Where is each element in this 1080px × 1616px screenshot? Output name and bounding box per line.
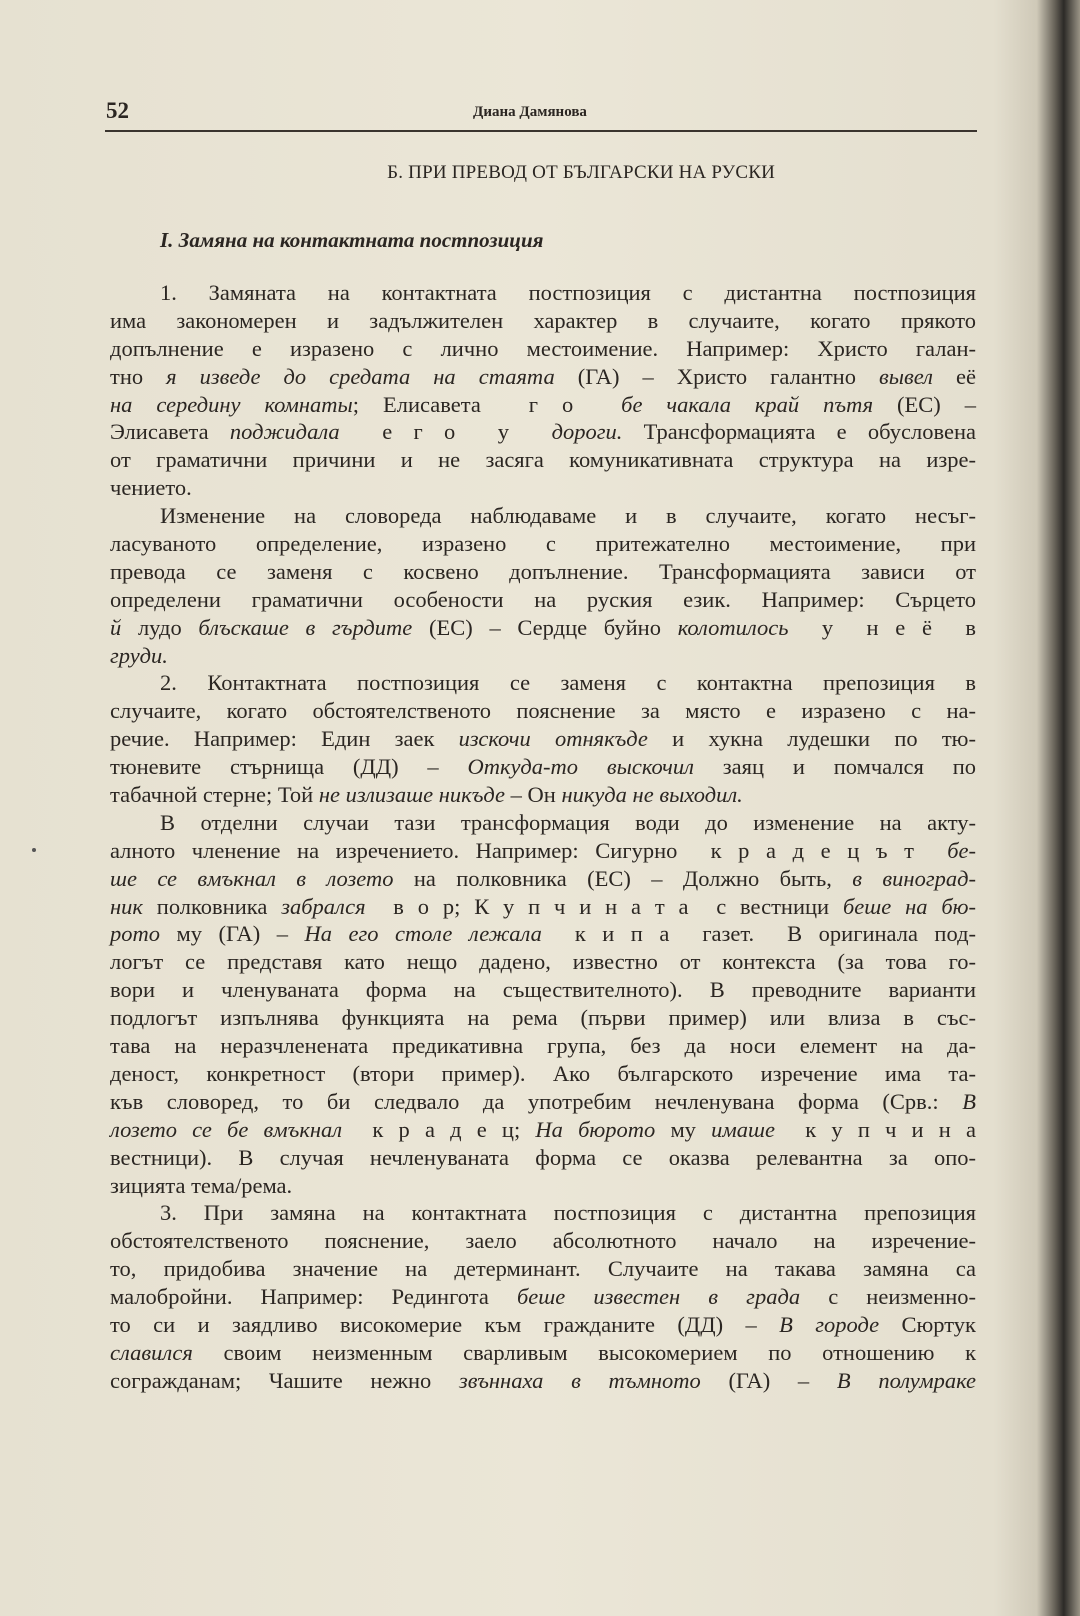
italic-example-text: Откуда-то выскочил [467,754,694,780]
text-line [110,1088,976,1116]
text-line [110,502,976,530]
text-segment: допълнение е изразено с лично местоимение. Например: Христо галан- [110,335,976,361]
text-line [110,279,976,307]
text-line [110,1060,976,1088]
text-line [110,1339,976,1367]
running-header-author: Диана Дамянова [473,104,587,120]
italic-example-text: беше на бю- [842,893,977,919]
subsection-title: I. Замяна на контактната постпозиция [160,228,544,252]
text-segment: чението. [110,475,192,501]
text-line [110,391,976,419]
text-segment: му [655,1116,712,1142]
italic-example-text: славился [110,1339,193,1365]
text-segment: вори и членуваната форма на съществителното). В преводните варианти [110,977,976,1003]
text-line [110,1172,976,1200]
italic-example-text: изскочи отнякъде [458,726,648,752]
text-segment: своим неизменным сварливым высокомерием по отношению к [192,1339,976,1365]
text-segment: к у п ч и н а [774,1116,976,1142]
text-segment: Элисавета [110,419,230,445]
scan-speck [32,848,36,852]
italic-example-text: забрался [281,893,366,919]
text-line [110,642,976,670]
text-line [110,1367,976,1395]
text-line [110,1032,976,1060]
text-segment: (ГА) – Христо галантно [554,363,879,389]
italic-example-text: блъскаше в гърдите [198,614,413,640]
text-segment: речие. Например: Един заек [110,726,459,752]
text-segment: лудо [121,614,199,640]
italic-example-text: колотилось [677,614,789,640]
text-line [110,307,976,335]
text-segment: её [932,363,976,389]
text-segment: превода се заменя с косвено допълнение. Трансформацията зависи от [110,558,976,584]
italic-example-text: На бюрото [535,1116,656,1142]
italic-example-text: ше се вмъкнал в лозето [110,865,394,891]
header-rule [105,130,977,132]
text-segment: тава на неразчленената предикативна група, без да носи елемент на да- [110,1033,976,1059]
text-segment: с неизменно- [800,1284,976,1310]
italic-example-text: в виноград- [852,865,976,891]
text-segment: Трансформацията е обусловена [622,419,976,445]
italic-example-text: поджидала [229,419,340,445]
text-segment: деност, конкретност (втори пример). Ако българското изречение има та- [110,1060,976,1086]
text-line [110,948,976,976]
text-line [110,920,976,948]
text-line [110,781,976,809]
italic-example-text: ник [110,893,143,919]
text-line [110,1116,976,1144]
text-segment: е г о у [339,419,552,445]
italic-example-text: рото [110,921,160,947]
text-segment: то, придобива значение на детерминант. Случаите на такава замяна са [110,1256,976,1282]
text-line [110,1004,976,1032]
italic-example-text: не излизаше никъде [318,782,506,808]
text-segment: 1. Замяната на контактната постпозиция с дистантна постпозиция [160,280,976,305]
text-segment: заяц и помчался по [693,754,976,780]
italic-example-text: беше известен в града [516,1284,801,1310]
text-line [110,837,976,865]
text-line [110,363,976,391]
text-segment: Сюртук [879,1311,976,1337]
text-segment: (ГА) – [700,1367,837,1393]
italic-example-text: В [962,1088,976,1114]
text-segment: от граматични причини и не засяга комуникативната структура на изре- [110,447,976,473]
text-line [110,1283,976,1311]
text-segment: обстоятелственото пояснение, заело абсолютното начало на изречение- [110,1228,976,1254]
page-number: 52 [106,98,129,123]
text-segment: к р а д е ц; [342,1116,536,1142]
text-line [110,586,976,614]
text-line [110,1227,976,1255]
text-line [110,1255,976,1283]
text-segment: подлогът изпълнява функцията на рема (първи пример) или влиза в със- [110,1005,976,1031]
text-line [110,893,976,921]
text-segment: ; Елисавета г о [352,391,622,417]
italic-example-text: никуда не выходил. [561,782,743,808]
italic-example-text: дороги. [551,419,623,445]
text-segment: му (ГА) – [160,921,305,947]
text-line [110,725,976,753]
italic-example-text: лозето се бе вмъкнал [110,1116,343,1142]
text-line [110,669,976,697]
text-line [110,976,976,1004]
text-segment: Изменение на словореда наблюдаваме и в случаите, когато несъг- [160,503,976,529]
italic-example-text: бе чакала край пътя [621,391,874,417]
italic-example-text: я изведе до средата на стаята [166,363,555,389]
text-line [110,474,976,502]
text-segment: тно [110,363,167,389]
italic-example-text: имаше [711,1116,775,1142]
text-line [110,530,976,558]
text-segment: то си и заядливо високомерие към гражданите (ДД) – [110,1311,780,1337]
text-line [110,809,976,837]
text-line [110,446,976,474]
text-segment: логът се представя като нещо дадено, известно от контекста (за това го- [110,949,976,975]
text-segment: полковника [142,893,282,919]
text-line [110,558,976,586]
section-title: Б. ПРИ ПРЕВОД ОТ БЪЛГАРСКИ НА РУСКИ [387,162,775,183]
italic-example-text: бе- [947,837,976,863]
italic-example-text: на середину комнаты [110,391,353,417]
italic-example-text: звъннаха в тъмното [458,1367,701,1393]
text-segment: в о р; К у п ч и н а т а с вестници [365,893,843,919]
text-line [110,1199,976,1227]
text-segment: 3. При замяна на контактната постпозиция с дистантна препозиция [160,1200,976,1226]
italic-example-text: В городе [779,1311,880,1337]
text-line [110,1144,976,1172]
text-segment: има закономерен и задължителен характер в случаите, когато прякото [110,307,976,333]
text-segment: – Он [505,782,562,808]
text-segment: к и п а газет. В оригинала под- [541,921,977,947]
text-line [110,1311,976,1339]
text-segment: согражданам; Чашите нежно [110,1367,459,1393]
italic-example-text: На его столе лежала [304,921,542,947]
text-line [110,753,976,781]
text-segment: на полковника (ЕС) – Должно быть, [393,865,853,891]
italic-example-text: груди. [110,642,168,668]
text-segment: тюневите стърнища (ДД) – [110,754,468,780]
text-segment: случаите, когато обстоятелственото пояснение за място е изразено с на- [110,698,976,724]
text-segment: (ЕС) – [873,391,976,417]
text-segment: алното членение на изречението. Например: Сигурно к р а д е ц ъ т [110,837,948,863]
text-segment: В отделни случаи тази трансформация води до изменение на акту- [160,809,976,835]
text-segment: и хукна лудешки по тю- [647,726,976,752]
text-segment: вестници). В случая нечленуваната форма се оказва релевантна за опо- [110,1144,976,1170]
text-segment: зицията тема/рема. [110,1172,293,1198]
italic-example-text: В полумраке [836,1367,977,1393]
text-segment: (ЕС) – Сердце буйно [412,614,678,640]
text-line [110,865,976,893]
italic-example-text: й [110,614,122,640]
text-segment: 2. Контактната постпозиция се заменя с контактна препозиция в [160,670,976,696]
text-segment: табачной стерне; Той [110,782,319,808]
text-line [110,614,976,642]
body-text [110,279,976,1395]
text-segment: къв словоред, то би следвало да употребим нечленувана форма (Срв.: [110,1088,963,1114]
text-segment: определени граматични особености на руския език. Например: Сърцето [110,586,976,612]
text-segment: ласуваното определение, изразено с притежателно местоимение, при [110,531,976,557]
italic-example-text: вывел [878,363,933,389]
text-line [110,418,976,446]
text-line [110,335,976,363]
text-segment: малобройни. Например: Редингота [110,1284,517,1310]
text-line [110,697,976,725]
text-segment: у н е ё в [788,614,976,640]
